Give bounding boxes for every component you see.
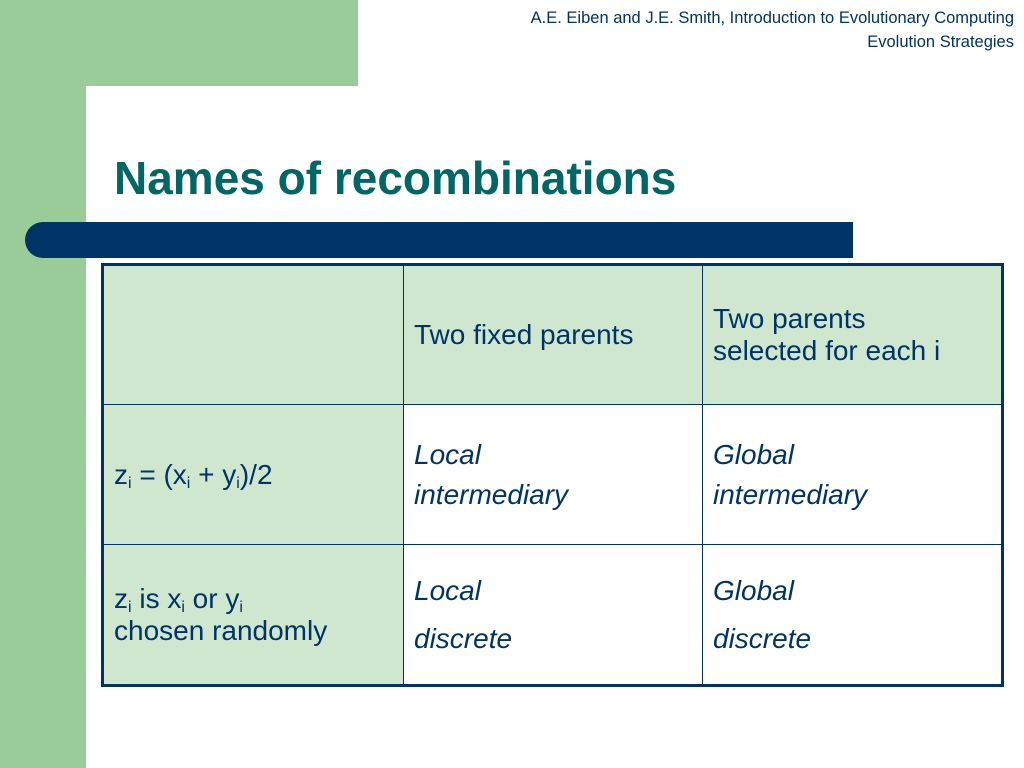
table-header-row <box>103 265 1003 405</box>
subscript-i: i <box>128 474 132 492</box>
table-row <box>103 545 1003 686</box>
header-selected-line1: Two parents <box>713 303 866 334</box>
title-underline-bar <box>25 222 853 258</box>
formula-part: + y <box>190 458 237 490</box>
var-z: z <box>114 458 128 490</box>
top-green-panel <box>0 0 358 86</box>
header-selected-line2: selected for each i <box>713 335 941 366</box>
subscript-i: i <box>236 474 240 492</box>
table-row <box>103 405 1003 545</box>
formula-part: or y <box>184 582 240 614</box>
global-intermediary-cell <box>703 405 1003 545</box>
empty-corner-cell <box>103 265 404 405</box>
cell-line: intermediary <box>414 478 569 510</box>
subscript-i: i <box>186 474 191 492</box>
formula-line: chosen randomly <box>114 614 328 646</box>
formula-discrete <box>103 545 404 686</box>
var-z: z <box>114 582 128 614</box>
subscript-i: i <box>128 598 132 616</box>
header-fixed-parents: Two fixed parents <box>404 265 703 405</box>
cell-line: Local <box>414 438 481 470</box>
subscript-i: i <box>239 598 243 616</box>
cell-line: discrete <box>414 622 513 654</box>
cell-line: Local <box>414 574 481 606</box>
subscript-i: i <box>181 598 185 616</box>
header-subtitle: Evolution Strategies <box>867 33 1014 51</box>
formula-part: )/2 <box>239 458 273 490</box>
local-discrete-cell <box>404 545 703 686</box>
formula-line <box>114 583 393 615</box>
header-citation: A.E. Eiben and J.E. Smith, Introduction to Evolutionary Computing <box>530 9 1014 27</box>
formula-part: = (x <box>131 458 187 490</box>
header-selected-parents <box>703 265 1003 405</box>
slide-title: Names of recombinations <box>114 152 677 204</box>
local-intermediary-cell <box>404 405 703 545</box>
cell-line: Global <box>713 438 794 470</box>
cell-line: intermediary <box>713 478 868 510</box>
global-discrete-cell <box>703 545 1003 686</box>
cell-line: Global <box>713 574 794 606</box>
cell-line: discrete <box>713 622 812 654</box>
recombination-table <box>101 263 1004 687</box>
formula-intermediary <box>103 405 404 545</box>
formula-part: is x <box>131 582 182 614</box>
left-green-panel <box>0 0 86 768</box>
